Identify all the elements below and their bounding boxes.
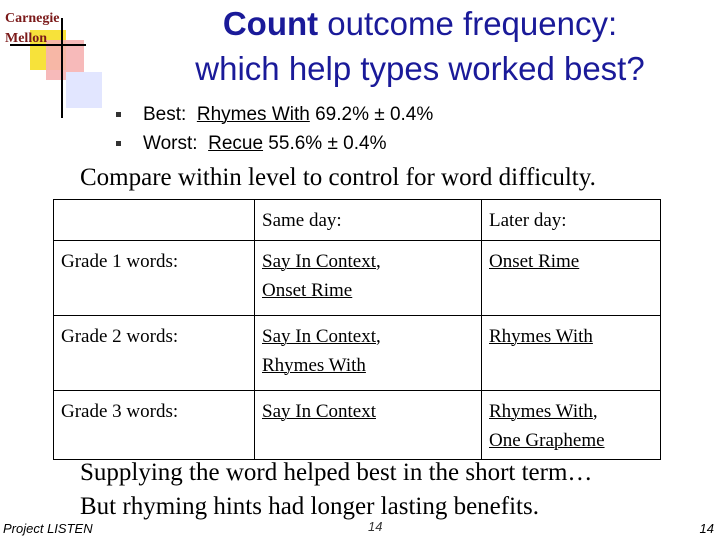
university-logo — [5, 9, 59, 49]
recue-link[interactable]: Recue — [208, 133, 264, 154]
bullet-best — [110, 100, 433, 129]
page-number-center: 14 — [368, 519, 383, 534]
header-cell-later-day: Later day: — [482, 200, 661, 241]
same-day-cell — [255, 391, 482, 460]
conclusion-line-2: But rhyming hints had longer lasting benefits. — [80, 493, 539, 520]
row-label: Grade 3 words: — [54, 391, 255, 460]
compare-text: Compare within level to control for word difficulty. — [80, 164, 596, 191]
header-cell-empty — [54, 200, 255, 241]
bullet-list — [110, 100, 433, 158]
logo-line-1: Carnegie — [5, 11, 60, 26]
rhymes-with-link[interactable]: Rhymes With — [489, 401, 593, 422]
same-day-cell — [255, 316, 482, 391]
row-label: Grade 2 words: — [54, 316, 255, 391]
bullet-best-suffix: 69.2% ± 0.4% — [309, 104, 434, 125]
row-label: Grade 1 words: — [54, 241, 255, 316]
say-in-context-link[interactable]: Say In Context — [262, 326, 376, 347]
bullet-worst-suffix: 55.6% ± 0.4% — [263, 133, 387, 154]
later-day-cell — [482, 241, 661, 316]
conclusion-text — [80, 456, 592, 524]
table-row — [54, 241, 661, 316]
square-bullet-icon — [116, 112, 121, 117]
results-table — [53, 199, 661, 460]
rhymes-with-link[interactable]: Rhymes With — [489, 326, 593, 347]
title-line-2: which help types worked best? — [195, 50, 645, 87]
comma: , — [376, 326, 381, 347]
bullet-worst — [110, 129, 433, 158]
rhymes-with-link[interactable]: Rhymes With — [196, 104, 310, 125]
square-bullet-icon — [116, 141, 121, 146]
table-row — [54, 391, 661, 460]
logo-blue-square — [66, 72, 102, 108]
page-number-right: 14 — [699, 521, 714, 536]
bullet-best-prefix: Best: — [143, 104, 197, 125]
say-in-context-link[interactable]: Say In Context — [262, 251, 376, 272]
project-label: Project LISTEN — [3, 521, 93, 536]
table-header-row — [54, 200, 661, 241]
later-day-cell — [482, 391, 661, 460]
conclusion-line-1: Supplying the word helped best in the short term… — [80, 459, 593, 486]
table-row — [54, 316, 661, 391]
comma: , — [592, 401, 598, 422]
logo-vertical-line — [61, 18, 63, 118]
header-cell-same-day: Same day: — [255, 200, 482, 241]
comma: , — [376, 251, 381, 272]
onset-rime-link[interactable]: Onset Rime — [262, 280, 353, 301]
title-bold: Count — [222, 5, 319, 42]
one-grapheme-link[interactable]: One Grapheme — [489, 430, 605, 451]
slide-title — [170, 2, 670, 91]
logo-line-2: Mellon — [5, 31, 47, 46]
later-day-cell — [482, 316, 661, 391]
same-day-cell — [255, 241, 482, 316]
say-in-context-link[interactable]: Say In Context — [262, 401, 376, 422]
bullet-worst-prefix: Worst: — [143, 133, 209, 154]
onset-rime-link[interactable]: Onset Rime — [489, 251, 580, 272]
rhymes-with-link[interactable]: Rhymes With — [262, 355, 366, 376]
title-rest: outcome frequency: — [318, 5, 618, 42]
